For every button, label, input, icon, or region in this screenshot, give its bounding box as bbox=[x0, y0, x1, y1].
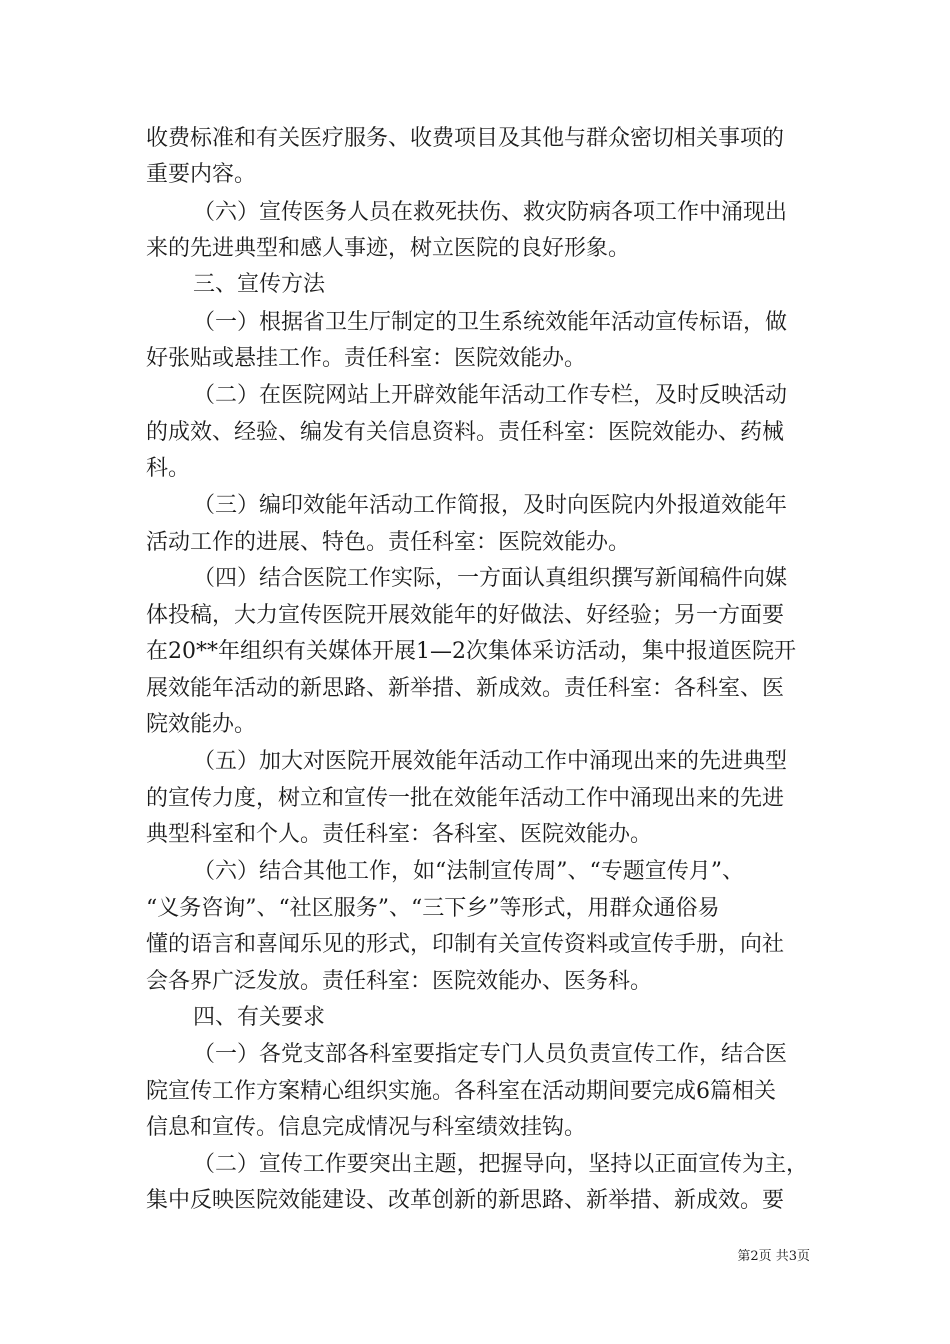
text-line: 懂的语言和喜闻乐见的形式，印制有关宣传资料或宣传手册，向社 bbox=[146, 932, 785, 957]
text-line: （二）宣传工作要突出主题，把握导向，坚持以正面宣传为主， bbox=[193, 1152, 809, 1177]
section-heading: 三、宣传方法 bbox=[193, 272, 326, 297]
text-line: （一）各党支部各科室要指定专门人员负责宣传工作，结合医 bbox=[193, 1042, 788, 1067]
text-line: 好张贴或悬挂工作。责任科室：医院效能办。 bbox=[146, 346, 587, 371]
text-line: 集中反映医院效能建设、改革创新的新思路、新举措、新成效。要 bbox=[146, 1188, 785, 1213]
text-line: 收费标准和有关医疗服务、收费项目及其他与群众密切相关事项的 bbox=[146, 126, 785, 151]
text-line: （五）加大对医院开展效能年活动工作中涌现出来的先进典型 bbox=[193, 749, 788, 774]
text-line: 展效能年活动的新思路、新举措、新成效。责任科室：各科室、医 bbox=[146, 676, 785, 701]
text-line: 典型科室和个人。责任科室：各科室、医院效能办。 bbox=[146, 822, 653, 847]
text-line: 院宣传工作方案精心组织实施。各科室在活动期间要完成6篇相关 bbox=[146, 1079, 776, 1104]
text-line: 的宣传力度，树立和宣传一批在效能年活动工作中涌现出来的先进 bbox=[146, 786, 785, 811]
text-line: 来的先进典型和感人事迹，树立医院的良好形象。 bbox=[146, 236, 631, 261]
text-line: 在20**年组织有关媒体开展1—2次集体采访活动，集中报道医院开 bbox=[146, 639, 796, 664]
text-line: （一）根据省卫生厅制定的卫生系统效能年活动宣传标语，做 bbox=[193, 310, 788, 335]
text-line: 活动工作的进展、特色。责任科室：医院效能办。 bbox=[146, 530, 631, 555]
text-line: （六）结合其他工作，如“法制宣传周”、“专题宣传月”、 bbox=[193, 859, 744, 884]
text-line: 科。 bbox=[146, 456, 191, 481]
text-line: 会各界广泛发放。责任科室：医院效能办、医务科。 bbox=[146, 969, 653, 994]
page-number-footer: 第2页 共3页 bbox=[737, 1249, 810, 1264]
text-line: （二）在医院网站上开辟效能年活动工作专栏，及时反映活动 bbox=[193, 383, 788, 408]
text-line: 信息和宣传。信息完成情况与科室绩效挂钩。 bbox=[146, 1115, 587, 1140]
section-heading: 四、有关要求 bbox=[193, 1005, 326, 1030]
text-line: （三）编印效能年活动工作简报，及时向医院内外报道效能年 bbox=[193, 493, 788, 518]
text-line: （四）结合医院工作实际，一方面认真组织撰写新闻稿件向媒 bbox=[193, 566, 788, 591]
text-line: 的成效、经验、编发有关信息资料。责任科室：医院效能办、药械 bbox=[146, 420, 785, 445]
text-line: “义务咨询”、“社区服务”、“三下乡”等形式，用群众通俗易 bbox=[146, 896, 720, 921]
text-line: 体投稿，大力宣传医院开展效能年的好做法、好经验；另一方面要 bbox=[146, 603, 785, 628]
text-line: 重要内容。 bbox=[146, 162, 257, 187]
text-line: （六）宣传医务人员在救死扶伤、救灾防病各项工作中涌现出 bbox=[193, 200, 788, 225]
text-line: 院效能办。 bbox=[146, 712, 257, 737]
